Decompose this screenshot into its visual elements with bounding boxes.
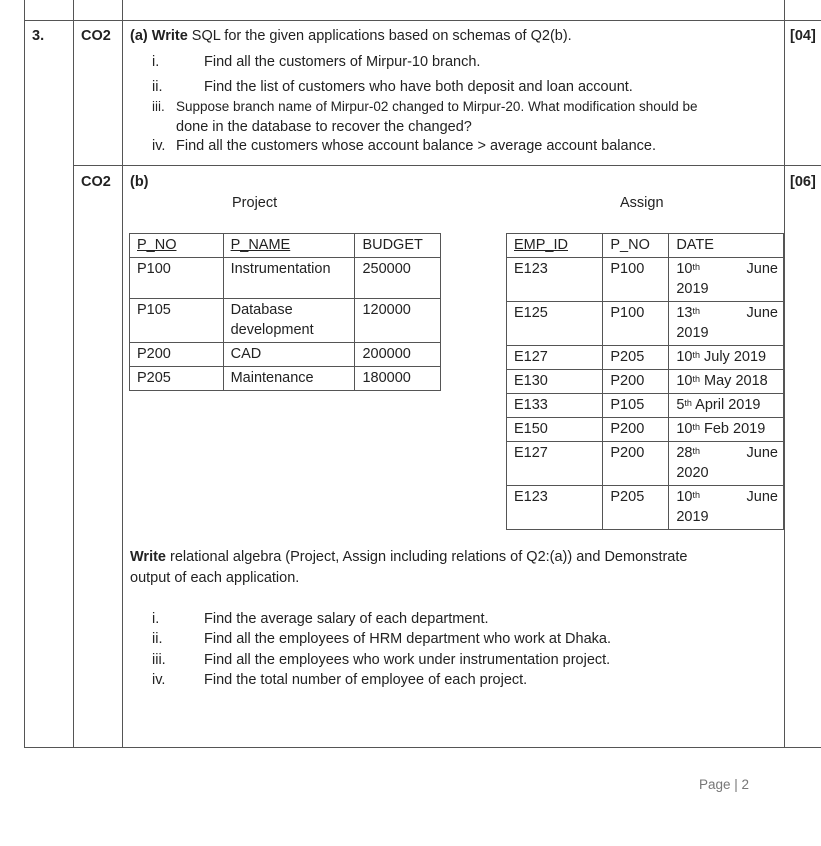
table-row [507, 486, 784, 530]
date-suffix: th [692, 490, 700, 500]
page-number: Page | 2 [699, 777, 750, 792]
assign-table-title: Assign [620, 195, 664, 211]
table-cell: P205 [603, 346, 669, 370]
project-table-title: Project [232, 195, 278, 211]
table-cell: P100 [603, 258, 669, 302]
date-suffix: th [692, 374, 700, 384]
table-cell: P105 [603, 394, 669, 418]
part-a-item-text-cont: done in the database to recover the changed? [176, 119, 472, 135]
table-cell: P205 [130, 367, 224, 391]
date-suffix: th [692, 262, 700, 272]
part-b-item-text: Find all the employees of HRM department who work at Dhaka. [204, 631, 611, 647]
part-b-item-num: iv. [152, 672, 166, 688]
table-cell: E123 [507, 486, 603, 530]
table-cell: Database development [223, 299, 355, 343]
part-b-item-text: Find the average salary of each department. [204, 611, 489, 627]
date-month: June [746, 445, 778, 461]
column-header: P_NO [603, 234, 669, 258]
part-a-item-text: Find the list of customers who have both deposit and loan account. [204, 79, 633, 95]
col-border-content [122, 0, 123, 748]
table-cell: P200 [603, 418, 669, 442]
date-day: 10 [676, 421, 693, 437]
part-a-item-num: ii. [152, 79, 163, 95]
column-header: P_NAME [223, 234, 355, 258]
part-a-item-num: i. [152, 54, 160, 70]
project-table [129, 233, 441, 391]
table-row [507, 346, 784, 370]
part-b-item-num: ii. [152, 631, 163, 647]
table-cell: P100 [603, 302, 669, 346]
table-cell: E125 [507, 302, 603, 346]
part-b-item-text: Find the total number of employee of each project. [204, 672, 528, 688]
part-b-marks: [06] [790, 174, 816, 190]
table-row [507, 442, 784, 486]
question-number: 3. [32, 28, 45, 44]
table-cell: P205 [603, 486, 669, 530]
date-day: 13 [676, 305, 693, 321]
part-b-instruction [130, 549, 687, 565]
table-bottom-border [24, 747, 821, 748]
column-header: BUDGET [355, 234, 441, 258]
table-row [507, 370, 784, 394]
col-border-marks [784, 0, 785, 748]
part-b-item-num: i. [152, 611, 160, 627]
table-header-row [507, 234, 784, 258]
table-row [130, 299, 441, 343]
instruction-line-1: relational algebra (Project, Assign including relations of Q2:(a)) and Demonstrate [170, 549, 688, 565]
date-month: July [704, 349, 730, 365]
part-b-item-num: iii. [152, 652, 166, 668]
date-cell [669, 302, 784, 346]
column-header: EMP_ID [507, 234, 603, 258]
part-a-co: CO2 [81, 28, 111, 44]
part-a-item-num: iii. [152, 99, 165, 114]
instruction-line-2: output of each application. [130, 570, 300, 586]
table-cell: Instrumentation [223, 258, 355, 299]
date-suffix: th [692, 446, 700, 456]
table-row [507, 418, 784, 442]
table-cell: E123 [507, 258, 603, 302]
part-b-co: CO2 [81, 174, 111, 190]
date-day: 10 [676, 489, 693, 505]
date-month: Feb [704, 421, 730, 437]
table-cell: Maintenance [223, 367, 355, 391]
table-cell: E127 [507, 346, 603, 370]
table-cell: E127 [507, 442, 603, 486]
date-cell [669, 258, 784, 302]
date-day: 10 [676, 261, 693, 277]
date-month: June [746, 489, 778, 505]
table-row [507, 302, 784, 346]
date-cell [669, 418, 784, 442]
part-a-label: (a) [130, 28, 148, 44]
table-header-row [130, 234, 441, 258]
date-year: 2019 [733, 421, 766, 437]
table-cell: P200 [603, 442, 669, 486]
table-cell: 250000 [355, 258, 441, 299]
table-row [507, 258, 784, 302]
table-cell: CAD [223, 343, 355, 367]
table-cell: E133 [507, 394, 603, 418]
table-cell: P200 [603, 370, 669, 394]
part-a-bold-word: Write [151, 28, 188, 44]
part-a-marks: [04] [790, 28, 816, 44]
part-a-heading [130, 28, 572, 44]
date-month: May [704, 373, 732, 389]
date-year: 2020 [676, 465, 709, 481]
date-suffix: th [684, 398, 692, 408]
date-suffix: th [692, 350, 700, 360]
instruction-bold-word: Write [130, 549, 166, 565]
table-cell: 200000 [355, 343, 441, 367]
column-header: DATE [669, 234, 784, 258]
date-day: 5 [676, 397, 685, 413]
table-row [130, 258, 441, 299]
table-cell: P200 [130, 343, 224, 367]
date-suffix: th [692, 422, 700, 432]
table-row [130, 367, 441, 391]
date-year: 2019 [676, 325, 709, 341]
date-suffix: th [692, 306, 700, 316]
part-a-item-text: Suppose branch name of Mirpur-02 changed to Mirpur-20. What modification should be [176, 99, 698, 114]
date-day: 28 [676, 445, 693, 461]
date-cell [669, 442, 784, 486]
date-year: 2018 [735, 373, 768, 389]
date-month: June [746, 261, 778, 277]
date-cell [669, 370, 784, 394]
date-day: 10 [676, 373, 693, 389]
part-b-item-text: Find all the employees who work under instrumentation project. [204, 652, 611, 668]
part-a-item-text: Find all the customers of Mirpur-10 branch. [204, 54, 481, 70]
date-month: June [746, 305, 778, 321]
date-year: 2019 [733, 349, 767, 365]
table-cell: E150 [507, 418, 603, 442]
table-cell: 120000 [355, 299, 441, 343]
table-row [130, 343, 441, 367]
table-cell: E130 [507, 370, 603, 394]
col-border-left [24, 0, 25, 748]
table-cell: 180000 [355, 367, 441, 391]
row-divider [73, 165, 821, 166]
part-a-item-num: iv. [152, 138, 166, 154]
table-row [507, 394, 784, 418]
table-cell: P100 [130, 258, 224, 299]
date-cell [669, 486, 784, 530]
table-top-border [24, 20, 821, 21]
date-year: 2019 [728, 397, 761, 413]
date-month: April [695, 397, 725, 413]
part-a-text: SQL for the given applications based on schemas of Q2(b). [191, 28, 572, 44]
date-cell [669, 346, 784, 370]
part-a-item-text: Find all the customers whose account balance > average account balance. [176, 138, 657, 154]
date-year: 2019 [676, 509, 709, 525]
part-b-label: (b) [130, 174, 149, 190]
date-cell [669, 394, 784, 418]
column-header: P_NO [130, 234, 224, 258]
date-year: 2019 [676, 281, 709, 297]
col-border-co [73, 0, 74, 748]
table-cell: P105 [130, 299, 224, 343]
date-day: 10 [676, 349, 693, 365]
assign-table [506, 233, 784, 530]
